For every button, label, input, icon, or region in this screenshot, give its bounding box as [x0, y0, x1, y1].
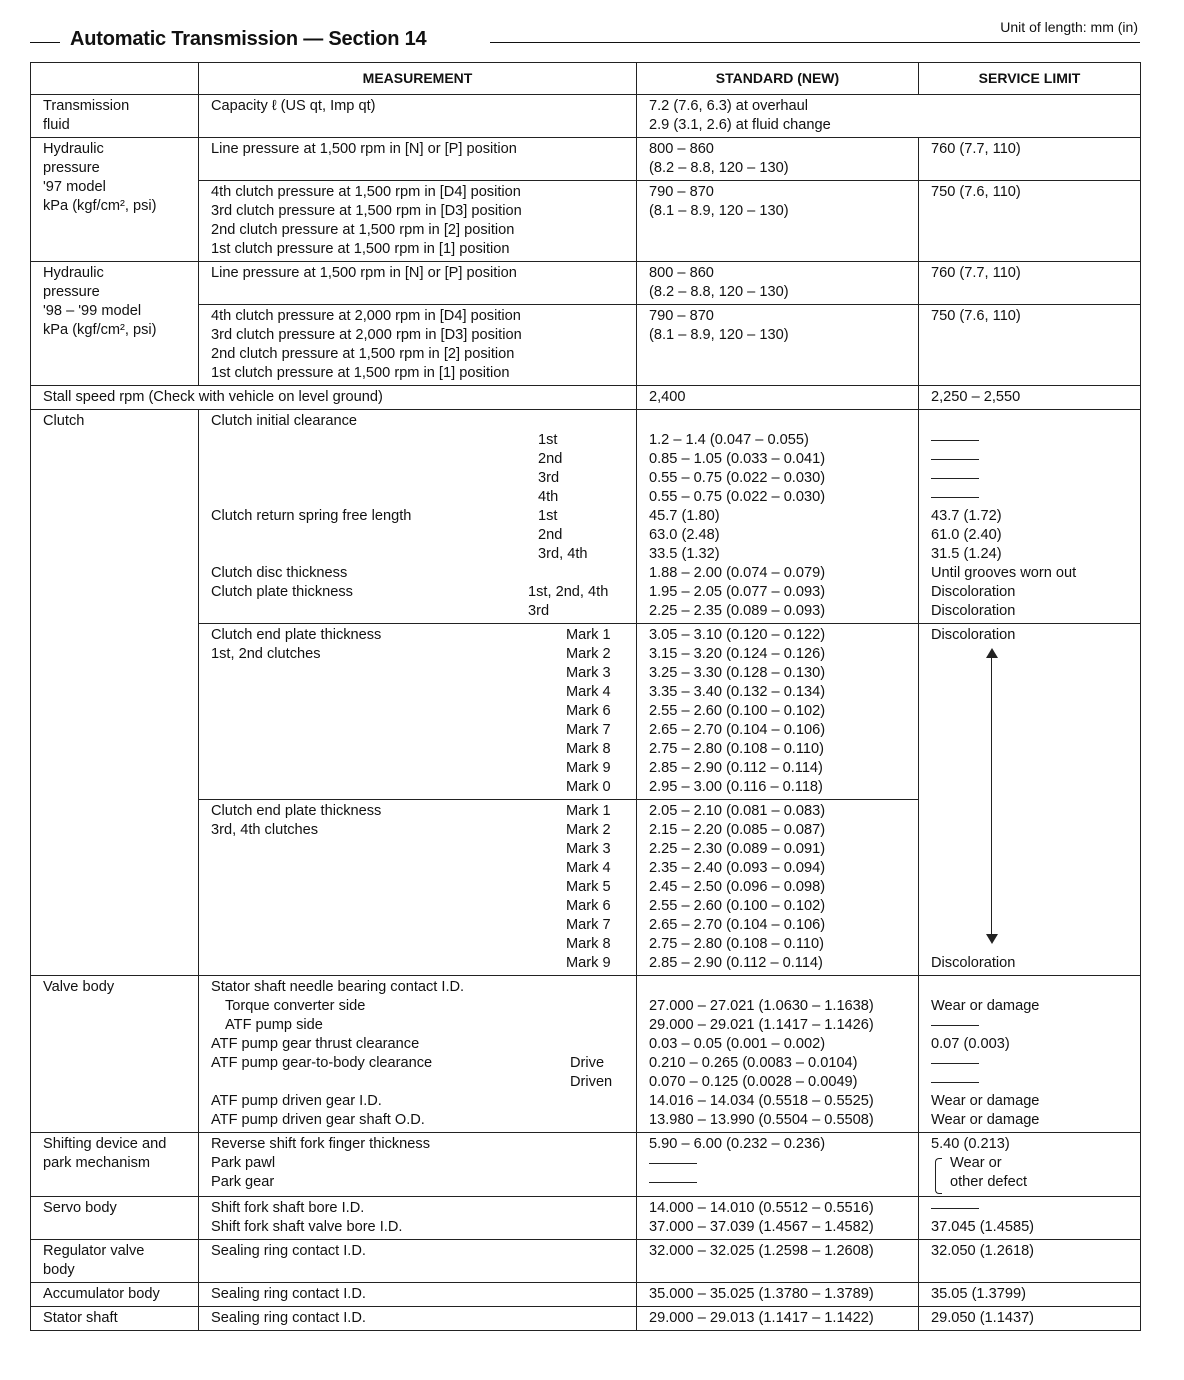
- table-row: [31, 1283, 1141, 1307]
- line-text: ATF pump driven gear I.D.: [211, 1093, 382, 1109]
- spec-table: [30, 62, 1141, 1331]
- line-text: Park gear: [211, 1174, 275, 1190]
- line-text: Torque converter side: [225, 998, 366, 1014]
- limit-cell: 760 (7.7, 110): [919, 138, 1141, 181]
- dash: [931, 459, 979, 460]
- value: 2.85 – 2.90 (0.112 – 0.114): [649, 760, 823, 776]
- header-limit: SERVICE LIMIT: [919, 63, 1141, 95]
- standard-cell: 7.2 (7.6, 6.3) at overhaul 2.9 (3.1, 2.6) at fluid change: [637, 95, 1141, 138]
- header-blank: [31, 63, 199, 95]
- dash: [649, 1182, 697, 1183]
- standard-cell: [637, 800, 919, 976]
- value: 2.15 – 2.20 (0.085 – 0.087): [649, 822, 826, 838]
- limit-cell: 32.050 (1.2618): [919, 1240, 1141, 1283]
- value: 31.5 (1.24): [931, 546, 1002, 562]
- disc-title: Clutch disc thickness: [211, 565, 348, 581]
- value: 3.05 – 3.10 (0.120 – 0.122): [649, 627, 826, 643]
- standard-cell: [637, 1133, 919, 1197]
- value: 2.55 – 2.60 (0.100 – 0.102): [649, 898, 826, 914]
- value: 0.070 – 0.125 (0.0028 – 0.0049): [649, 1074, 858, 1090]
- row-label: Transmission fluid: [31, 95, 199, 138]
- end-plate-title: Clutch end plate thickness 1st, 2nd clutches: [211, 627, 382, 662]
- row-label: Accumulator body: [31, 1283, 199, 1307]
- sub-label: 2nd: [538, 451, 563, 467]
- value: 1.88 – 2.00 (0.074 – 0.079): [649, 565, 826, 581]
- value: 13.980 – 13.990 (0.5504 – 0.5508): [649, 1112, 874, 1128]
- mark-label: Mark 1: [566, 803, 611, 819]
- arrow-down-icon: [986, 934, 998, 944]
- value: 2.65 – 2.70 (0.104 – 0.106): [649, 917, 826, 933]
- value: 37.045 (1.4585): [931, 1219, 1035, 1235]
- value: 1.2 – 1.4 (0.047 – 0.055): [649, 432, 809, 448]
- table-row: [31, 386, 1141, 410]
- header-standard: STANDARD (NEW): [637, 63, 919, 95]
- row-label: Shifting device and park mechanism: [31, 1133, 199, 1197]
- value: 2.25 – 2.30 (0.089 – 0.091): [649, 841, 826, 857]
- row-label: Clutch: [31, 410, 199, 976]
- plate-title: Clutch plate thickness: [211, 584, 353, 600]
- value: 29.000 – 29.021 (1.1417 – 1.1426): [649, 1017, 874, 1033]
- value: Until grooves worn out: [931, 565, 1077, 581]
- mark-label: Mark 3: [566, 665, 611, 681]
- table-header-row: [31, 63, 1141, 95]
- value: Wear or damage: [931, 1093, 1040, 1109]
- sub-label: 3rd, 4th: [538, 546, 588, 562]
- value: 5.40 (0.213): [931, 1136, 1010, 1152]
- value: 0.07 (0.003): [931, 1036, 1010, 1052]
- mark-label: Mark 8: [566, 936, 611, 952]
- dash: [649, 1163, 697, 1164]
- sub-label: 4th: [538, 489, 559, 505]
- mark-label: Mark 4: [566, 860, 611, 876]
- value: 2.75 – 2.80 (0.108 – 0.110): [649, 936, 824, 952]
- row-label: Stator shaft: [31, 1307, 199, 1331]
- value: 2.65 – 2.70 (0.104 – 0.106): [649, 722, 826, 738]
- mark-label: Mark 8: [566, 741, 611, 757]
- line-text: ATF pump gear thrust clearance: [211, 1036, 420, 1052]
- mark-list: [566, 802, 624, 973]
- table-row: [31, 138, 1141, 181]
- limit-cell: [919, 1133, 1141, 1197]
- measurement-cell: Line pressure at 1,500 rpm in [N] or [P] position: [199, 262, 637, 305]
- dash: [931, 440, 979, 441]
- spring-title: Clutch return spring free length: [211, 508, 412, 524]
- limit-cell: 29.050 (1.1437): [919, 1307, 1141, 1331]
- limit-cell: [919, 624, 1141, 976]
- limit-cell: 35.05 (1.3799): [919, 1283, 1141, 1307]
- line-text: ATF pump driven gear shaft O.D.: [211, 1112, 425, 1128]
- mark-label: Mark 6: [566, 898, 611, 914]
- range-arrow-line: [991, 654, 992, 934]
- value: 0.55 – 0.75 (0.022 – 0.030): [649, 470, 826, 486]
- arrow-up-icon: [986, 648, 998, 658]
- measurement-cell: [199, 800, 637, 976]
- value: Wear or other defect: [950, 1155, 1028, 1190]
- limit-cell: 750 (7.6, 110): [919, 181, 1141, 262]
- value: Discoloration: [931, 584, 1016, 600]
- sub-label: Driven: [570, 1074, 613, 1090]
- line-text: Reverse shift fork finger thickness: [211, 1136, 430, 1152]
- row-label: Hydraulic pressure '98 – '99 model kPa (kgf/cm², psi): [31, 262, 199, 386]
- value: 27.000 – 27.021 (1.0630 – 1.1638): [649, 998, 874, 1014]
- value: Wear or damage: [931, 1112, 1040, 1128]
- clutch-initial-title: Clutch initial clearance: [211, 413, 358, 429]
- value: 14.000 – 14.010 (0.5512 – 0.5516): [649, 1200, 874, 1216]
- row-label: Servo body: [31, 1197, 199, 1240]
- sub-label: Drive: [570, 1055, 605, 1071]
- standard-cell: [637, 624, 919, 800]
- measurement-cell: Capacity ℓ (US qt, Imp qt): [199, 95, 637, 138]
- standard-cell: 2,400: [637, 386, 919, 410]
- value: 2.95 – 3.00 (0.116 – 0.118): [649, 779, 823, 795]
- table-row: [31, 1197, 1141, 1240]
- standard-cell: [637, 1197, 919, 1240]
- title-rule-left: [30, 42, 60, 43]
- mark-label: Mark 0: [566, 779, 611, 795]
- unit-note: Unit of length: mm (in): [1000, 19, 1138, 35]
- value: 0.55 – 0.75 (0.022 – 0.030): [649, 489, 826, 505]
- mark-label: Mark 9: [566, 760, 611, 776]
- mark-label: Mark 9: [566, 955, 611, 971]
- value: 2.05 – 2.10 (0.081 – 0.083): [649, 803, 826, 819]
- dash: [931, 1063, 979, 1064]
- value: 2.35 – 2.40 (0.093 – 0.094): [649, 860, 826, 876]
- mark-label: Mark 2: [566, 646, 611, 662]
- value: 5.90 – 6.00 (0.232 – 0.236): [649, 1136, 826, 1152]
- mark-label: Mark 3: [566, 841, 611, 857]
- limit-cell: 750 (7.6, 110): [919, 305, 1141, 386]
- mark-label: Mark 2: [566, 822, 611, 838]
- row-label: Valve body: [31, 976, 199, 1133]
- value: 2.75 – 2.80 (0.108 – 0.110): [649, 741, 824, 757]
- dash: [931, 1082, 979, 1083]
- limit-cell: 2,250 – 2,550: [919, 386, 1141, 410]
- header-measurement: MEASUREMENT: [199, 63, 637, 95]
- table-row: [31, 1133, 1141, 1197]
- page-title: Automatic Transmission — Section 14: [62, 28, 434, 51]
- value: 3.25 – 3.30 (0.128 – 0.130): [649, 665, 826, 681]
- sub-label: 1st: [538, 508, 558, 524]
- brace-icon: [935, 1158, 942, 1194]
- limit-cell: [919, 410, 1141, 624]
- sub-label: 3rd: [528, 603, 550, 619]
- measurement-cell: [199, 410, 637, 624]
- mark-label: Mark 1: [566, 627, 611, 643]
- value: 0.03 – 0.05 (0.001 – 0.002): [649, 1036, 826, 1052]
- value: 63.0 (2.48): [649, 527, 720, 543]
- standard-cell: 800 – 860 (8.2 – 8.8, 120 – 130): [637, 262, 919, 305]
- title-rule-right: [490, 42, 1140, 43]
- value: 33.5 (1.32): [649, 546, 720, 562]
- standard-cell: [637, 410, 919, 624]
- line-text: Stator shaft needle bearing contact I.D.: [211, 979, 465, 995]
- sub-label: 3rd: [538, 470, 560, 486]
- measurement-cell: Sealing ring contact I.D.: [199, 1283, 637, 1307]
- limit-top: Discoloration: [931, 627, 1016, 643]
- measurement-cell: [199, 1133, 637, 1197]
- mark-list: [566, 626, 624, 797]
- table-row: [31, 410, 1141, 624]
- standard-cell: 35.000 – 35.025 (1.3780 – 1.3789): [637, 1283, 919, 1307]
- table-row: [31, 1307, 1141, 1331]
- dash: [931, 1025, 979, 1026]
- standard-cell: 32.000 – 32.025 (1.2598 – 1.2608): [637, 1240, 919, 1283]
- dash: [931, 478, 979, 479]
- standard-cell: 29.000 – 29.013 (1.1417 – 1.1422): [637, 1307, 919, 1331]
- measurement-cell: [199, 976, 637, 1133]
- table-row: [31, 976, 1141, 1133]
- limit-cell: 760 (7.7, 110): [919, 262, 1141, 305]
- standard-cell: 790 – 870 (8.1 – 8.9, 120 – 130): [637, 181, 919, 262]
- dash: [931, 497, 979, 498]
- line-text: Park pawl: [211, 1155, 276, 1171]
- value: 61.0 (2.40): [931, 527, 1002, 543]
- sub-label: 1st, 2nd, 4th: [528, 584, 609, 600]
- row-label: Stall speed rpm (Check with vehicle on level ground): [31, 386, 637, 410]
- table-row: [31, 262, 1141, 305]
- value: Wear or damage: [931, 998, 1040, 1014]
- measurement-cell: Sealing ring contact I.D.: [199, 1240, 637, 1283]
- value: 1.95 – 2.05 (0.077 – 0.093): [649, 584, 826, 600]
- measurement-cell: Line pressure at 1,500 rpm in [N] or [P] position: [199, 138, 637, 181]
- line-text: ATF pump gear-to-body clearance: [211, 1055, 433, 1071]
- mark-label: Mark 6: [566, 703, 611, 719]
- measurement-cell: 4th clutch pressure at 1,500 rpm in [D4] position 3rd clutch pressure at 1,500 rpm in [D3] position 2nd clutch pressure at 1,500 rpm in [2] position 1st clutch pressure at 1,500 rpm in [1] position: [199, 181, 637, 262]
- value: 45.7 (1.80): [649, 508, 720, 524]
- end-plate-title: Clutch end plate thickness 3rd, 4th clutches: [211, 803, 382, 838]
- line-text: Shift fork shaft bore I.D.: [211, 1200, 365, 1216]
- limit-cell: [919, 1197, 1141, 1240]
- measurement-cell: [199, 1197, 637, 1240]
- value: 0.210 – 0.265 (0.0083 – 0.0104): [649, 1055, 858, 1071]
- sub-label: 2nd: [538, 527, 563, 543]
- measurement-cell: 4th clutch pressure at 2,000 rpm in [D4] position 3rd clutch pressure at 2,000 rpm in [D3] position 2nd clutch pressure at 1,500 rpm in [2] position 1st clutch pressure at 1,500 rpm in [1] position: [199, 305, 637, 386]
- value: 2.25 – 2.35 (0.089 – 0.093): [649, 603, 826, 619]
- line-text: ATF pump side: [225, 1017, 323, 1033]
- row-label: Regulator valve body: [31, 1240, 199, 1283]
- standard-cell: 800 – 860 (8.2 – 8.8, 120 – 130): [637, 138, 919, 181]
- value: 14.016 – 14.034 (0.5518 – 0.5525): [649, 1093, 874, 1109]
- mark-label: Mark 7: [566, 917, 611, 933]
- standard-cell: 790 – 870 (8.1 – 8.9, 120 – 130): [637, 305, 919, 386]
- table-row: [31, 1240, 1141, 1283]
- limit-cell: [919, 976, 1141, 1133]
- dash: [931, 1208, 979, 1209]
- value: 3.15 – 3.20 (0.124 – 0.126): [649, 646, 826, 662]
- mark-label: Mark 5: [566, 879, 611, 895]
- value: 2.85 – 2.90 (0.112 – 0.114): [649, 955, 823, 971]
- value: 0.85 – 1.05 (0.033 – 0.041): [649, 451, 826, 467]
- table-row: [31, 95, 1141, 138]
- value: 2.45 – 2.50 (0.096 – 0.098): [649, 879, 826, 895]
- value: 2.55 – 2.60 (0.100 – 0.102): [649, 703, 826, 719]
- standard-cell: [637, 976, 919, 1133]
- value: 37.000 – 37.039 (1.4567 – 1.4582): [649, 1219, 874, 1235]
- value: 3.35 – 3.40 (0.132 – 0.134): [649, 684, 826, 700]
- sub-label: 1st: [538, 432, 558, 448]
- measurement-cell: Sealing ring contact I.D.: [199, 1307, 637, 1331]
- value: 43.7 (1.72): [931, 508, 1002, 524]
- value: Discoloration: [931, 603, 1016, 619]
- mark-label: Mark 7: [566, 722, 611, 738]
- measurement-cell: [199, 624, 637, 800]
- mark-label: Mark 4: [566, 684, 611, 700]
- limit-bottom: Discoloration: [931, 955, 1016, 971]
- row-label: Hydraulic pressure '97 model kPa (kgf/cm², psi): [31, 138, 199, 262]
- line-text: Shift fork shaft valve bore I.D.: [211, 1219, 403, 1235]
